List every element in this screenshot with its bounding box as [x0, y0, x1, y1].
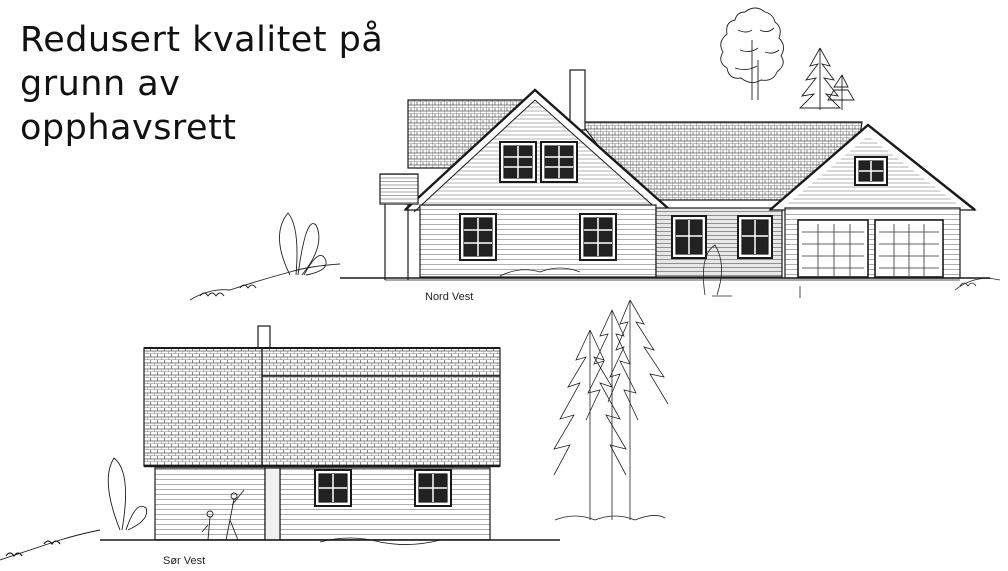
- tall-trees: [554, 300, 668, 520]
- shrub-right: [955, 278, 1000, 290]
- roof-left: [144, 348, 262, 466]
- chimney: [570, 70, 585, 130]
- main-wall: [420, 205, 656, 277]
- wall-lower-right: [280, 468, 490, 540]
- copyright-notice: Redusert kvalitet på grunn av opphavsrett: [20, 20, 384, 148]
- label-sor-vest: Sør Vest: [163, 555, 206, 567]
- shrubs-left: [190, 213, 340, 300]
- shrub-lower-left: [108, 458, 146, 530]
- balcony: [380, 174, 418, 204]
- wall-lower-left: [155, 468, 265, 540]
- tree-cluster-top: [721, 8, 854, 110]
- roof-right: [262, 348, 500, 466]
- garage-door-left: [798, 220, 868, 277]
- sor-vest-elevation: [0, 300, 668, 560]
- label-nord-vest: Nord Vest: [425, 291, 474, 303]
